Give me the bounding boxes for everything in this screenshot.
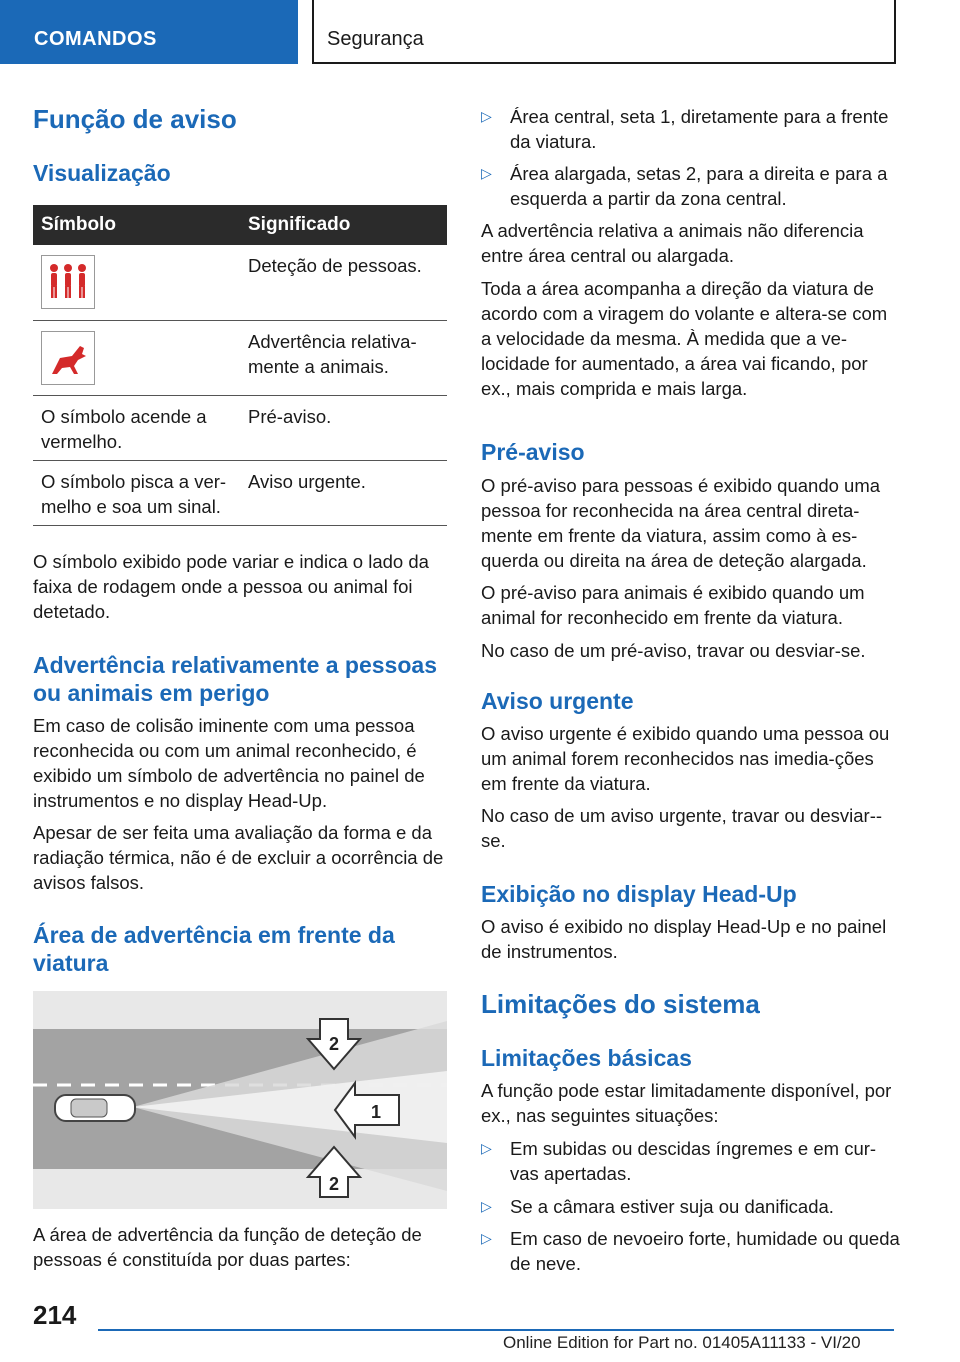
list-item-text: Área central, seta 1, diretamente para a frente da viatura. [510, 106, 889, 152]
paragraph: O pré-aviso para pessoas é exibido quando uma pessoa for reconhecida na área central direta-mente em frente da viatura, assim como à es-querda ou direita na área de deteção alargada. [481, 475, 881, 571]
footer-edition: Online Edition for Part no. 01405A11133 - VI/20 [503, 1333, 861, 1352]
bullet-triangle-icon: ▷ [481, 108, 492, 124]
paragraph: O aviso é exibido no display Head-Up e no painel de instrumentos. [481, 916, 887, 962]
heading-limitacoes-basicas: Limitações básicas [481, 1045, 692, 1071]
list-item-text: Em caso de nevoeiro forte, humidade ou queda de neve. [510, 1228, 900, 1274]
bullet-triangle-icon: ▷ [481, 1230, 492, 1246]
table-header-symbol: Símbolo [33, 205, 240, 245]
section-tab [0, 0, 298, 64]
paragraph: Toda a área acompanha a direção da viatura de acordo com a viragem do volante e altera-se com a velocidade da mesma. À medida que a ve-locidade for aumentado, a área vai ficando, por ex., mais comprida e mais larga. [481, 278, 888, 399]
table-row [33, 320, 447, 395]
heading-pre-aviso: Pré-aviso [481, 439, 585, 465]
paragraph: O símbolo exibido pode variar e indica o lado da faixa de rodagem onde a pessoa ou animal foi detetado. [33, 551, 429, 622]
list-item-text: Se a câmara estiver suja ou danificada. [510, 1196, 834, 1217]
warning-area-diagram [33, 991, 447, 1209]
paragraph: Apesar de ser feita uma avaliação da forma e da radiação térmica, não é de excluir a ocorrência de avisos falsos. [33, 822, 444, 893]
page-number: 214 [33, 1300, 77, 1330]
car-icon [55, 1095, 135, 1121]
table-cell-symbol: O símbolo pisca a ver-melho e soa um sinal. [33, 460, 240, 525]
page-title: Função de aviso [33, 104, 237, 134]
table-cell-symbol [33, 245, 240, 320]
table-cell-symbol: O símbolo acende a vermelho. [33, 395, 240, 460]
paragraph: A área de advertência da função de deteção de pessoas é constituída por duas partes: [33, 1224, 422, 1270]
heading-aviso-urgente: Aviso urgente [481, 688, 634, 714]
table-row [33, 460, 447, 525]
table-cell-meaning: Aviso urgente. [240, 460, 447, 525]
table-cell-meaning: Pré-aviso. [240, 395, 447, 460]
footer-divider [98, 1329, 894, 1331]
heading-head-up: Exibição no display Head-Up [481, 881, 797, 907]
table-header-meaning: Significado [240, 205, 447, 245]
section-label: COMANDOS [34, 28, 157, 50]
table-cell-symbol [33, 320, 240, 395]
heading-area: Área de advertência em frente da viatura [33, 922, 395, 976]
heading-limitacoes: Limitações do sistema [481, 989, 760, 1019]
diagram-label-2-bottom: 2 [328, 1174, 340, 1194]
paragraph: Em caso de colisão iminente com uma pessoa reconhecida ou com um animal reconhecido, é exibido um símbolo de advertência no painel de instrumentos e no display Head-Up. [33, 715, 425, 811]
paragraph: No caso de um aviso urgente, travar ou desviar--se. [481, 805, 883, 851]
paragraph: O aviso urgente é exibido quando uma pessoa ou um animal forem reconhecidos nas imedia-ções em frente da viatura. [481, 723, 890, 794]
diagram-label-1: 1 [370, 1102, 382, 1122]
heading-visualizacao: Visualização [33, 160, 171, 186]
table-header-row [33, 205, 447, 245]
pedestrian-warning-icon [41, 255, 95, 309]
diagram-label-2-top: 2 [328, 1034, 340, 1054]
paragraph: O pré-aviso para animais é exibido quando um animal for reconhecido em frente da viatura. [481, 582, 865, 628]
paragraph: A advertência relativa a animais não diferencia entre área central ou alargada. [481, 220, 864, 266]
table-cell-meaning: Deteção de pessoas. [240, 245, 447, 320]
list-item-text: Em subidas ou descidas íngremes e em cur-vas apertadas. [510, 1138, 877, 1184]
bullet-triangle-icon: ▷ [481, 1198, 492, 1214]
paragraph: No caso de um pré-aviso, travar ou desviar-se. [481, 640, 866, 661]
table-row [33, 245, 447, 320]
list-item-text: Área alargada, setas 2, para a direita e para a esquerda a partir da zona central. [510, 163, 888, 209]
heading-advertencia: Advertência relativamente a pessoas ou animais em perigo [33, 652, 437, 706]
table-cell-meaning: Advertência relativa-mente a animais. [240, 320, 447, 395]
symbol-table [33, 205, 447, 526]
topic-tab [312, 0, 896, 64]
bullet-triangle-icon: ▷ [481, 165, 492, 181]
topic-label: Segurança [327, 28, 424, 50]
bullet-triangle-icon: ▷ [481, 1140, 492, 1156]
animal-warning-icon [41, 331, 95, 385]
paragraph: A função pode estar limitadamente disponível, por ex., nas seguintes situações: [481, 1080, 892, 1126]
table-row [33, 395, 447, 460]
